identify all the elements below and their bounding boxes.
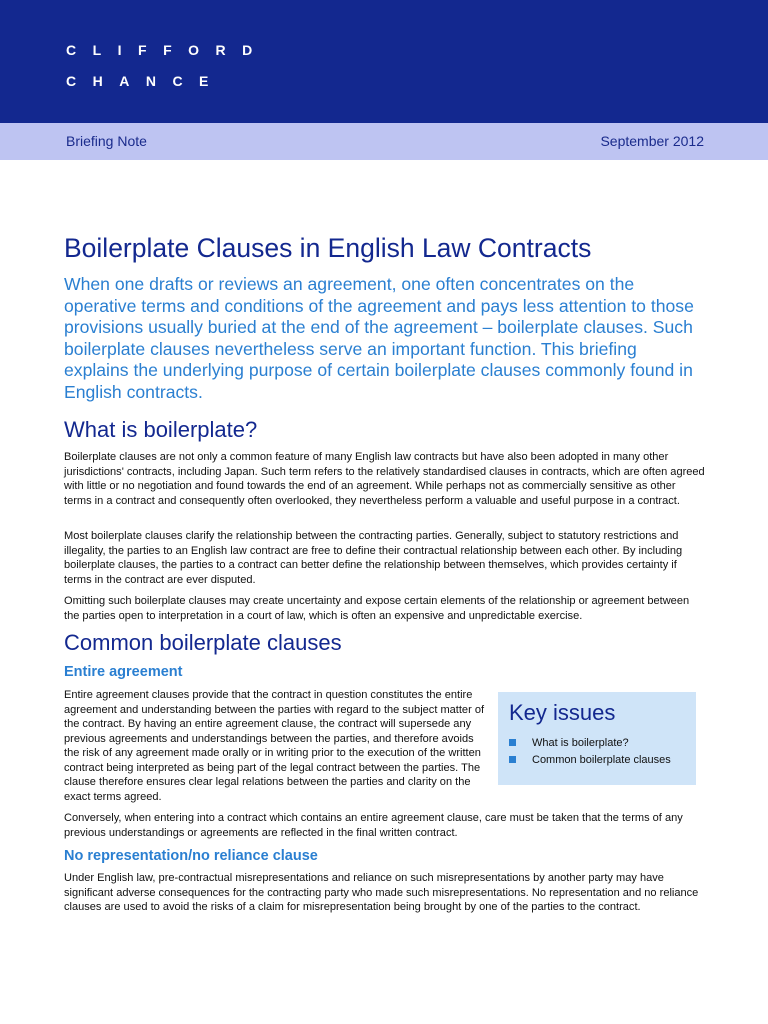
body-paragraph: Most boilerplate clauses clarify the relationship between the contracting parties. Generally, subject to statutory restrictions and illegality, the parties to an English law contract are free to define their contractual relationship between each other. By including boilerplate clauses, the parties to a contract can better define the relationship between themselves, which provides certainty if terms in the contract are ever disputed.	[64, 530, 683, 586]
body-paragraph: Conversely, when entering into a contract which contains an entire agreement clause, care must be taken that the terms of any previous understandings or agreements are reflected in the final written contract.	[64, 812, 683, 839]
section-heading-what-is-boilerplate: What is boilerplate?	[64, 417, 258, 442]
body-paragraph: Boilerplate clauses are not only a common feature of many English law contracts but have also been adopted in many other jurisdictions' contracts, including Japan. Such term refers to the relatively standardised clauses in contracts, which are often agreed with little or no negotiation and found towards the end of an agreement. While perhaps not as commercially sensitive as other terms in a contract and consequently often overlooked, they nevertheless perform a valuable and useful purpose in a contract.	[64, 451, 705, 507]
section-heading-common-clauses: Common boilerplate clauses	[64, 630, 342, 655]
body-paragraph: Omitting such boilerplate clauses may create uncertainty and expose certain elements of the relationship or agreement between the parties open to interpretation in a court of law, which is often an expensive and unpredictable exercise.	[64, 595, 690, 622]
intro-summary: When one drafts or reviews an agreement, one often concentrates on the operative terms and conditions of the agreement and pays less attention to those provisions usually buried at the end of the agreement – boilerplate clauses. Such boilerplate clauses nevertheless serve an important function. This briefing explains the underlying purpose of certain boilerplate clauses commonly found in English contracts.	[64, 274, 694, 402]
masthead	[0, 0, 768, 123]
page-title: Boilerplate Clauses in English Law Contracts	[64, 233, 592, 263]
subheading-no-representation: No representation/no reliance clause	[64, 848, 318, 864]
square-bullet-icon	[509, 739, 516, 746]
logo-line-2: CHANCE	[66, 73, 225, 89]
logo-line-1: CLIFFORD	[66, 42, 269, 58]
document-type: Briefing Note	[66, 133, 147, 149]
body-paragraph: Entire agreement clauses provide that the contract in question constitutes the entire agreement and understanding between the parties with regard to the subject matter of the contract. By having an entire agreement clause, the contract will supersede any previous agreements and understandings between the parties, and therefore avoids the risk of any agreement made orally or in writing prior to the execution of the written contract being interpreted as being part of the legal contract between the parties. The clause therefore ensures clear legal relations between the parties and clarity on the exact terms agreed.	[64, 689, 485, 803]
publication-date: September 2012	[600, 133, 704, 149]
key-issues-box	[498, 692, 696, 785]
body-paragraph: Under English law, pre-contractual misrepresentations and reliance on such misrepresentations by another party may have significant adverse consequences for the contracting party who made such misrepresentations. No representation and no reliance clauses are used to avoid the risks of a claim for misrepresentation being brought by one of the parties to the contract.	[64, 872, 699, 913]
square-bullet-icon	[509, 756, 516, 763]
key-issue-label: What is boilerplate?	[532, 737, 629, 749]
key-issue-label: Common boilerplate clauses	[532, 754, 671, 766]
key-issues-title: Key issues	[509, 700, 616, 725]
subheading-entire-agreement: Entire agreement	[64, 664, 183, 680]
